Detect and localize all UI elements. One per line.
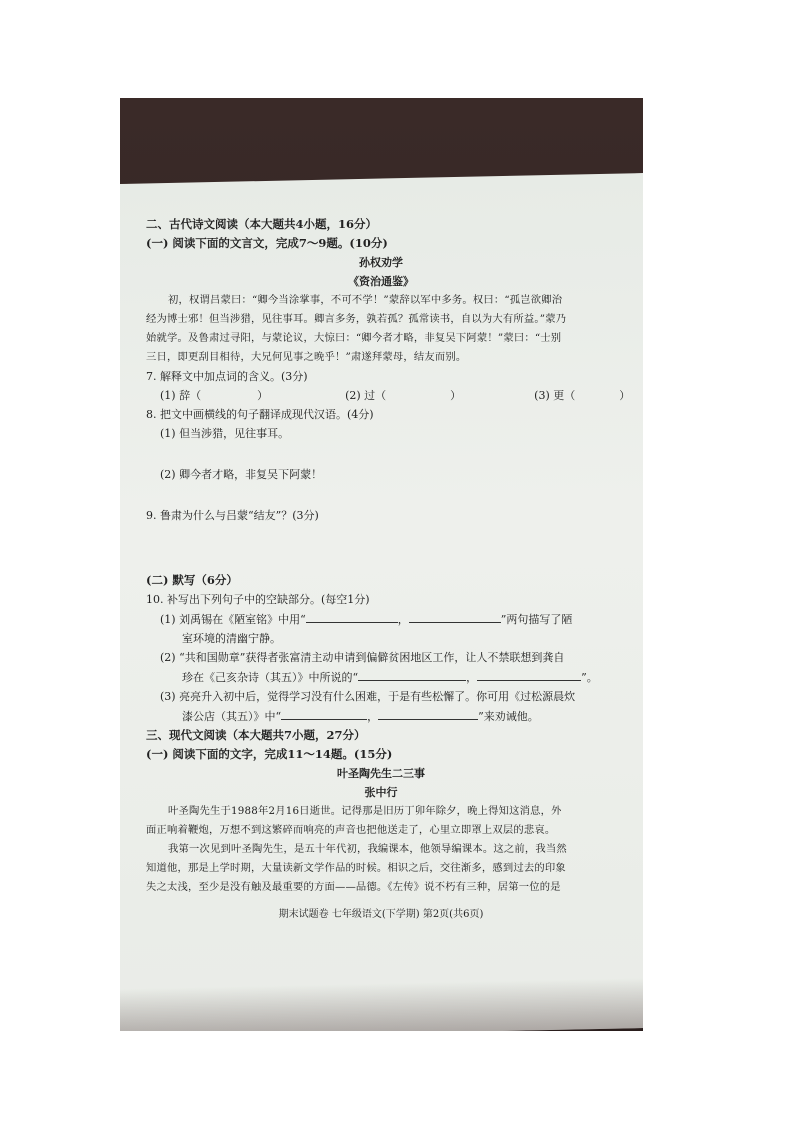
q10-3-blank-a[interactable]: [281, 706, 367, 720]
q10-3-text: 漆公店（其五）》中“: [182, 710, 282, 723]
q10-3-cont: [146, 706, 616, 726]
q10-3-end: ”来劝诫他。: [478, 710, 539, 723]
part3-title: (一) 阅读下面的文字，完成11～14题。(15分): [146, 747, 393, 761]
q10-1-cont: 室环境的清幽宁静。: [182, 632, 281, 645]
q7-item-1-open: (1) 辞（: [160, 389, 202, 402]
q8-sub-2: (2) 卿今者才略，非复吴下阿蒙！: [160, 468, 323, 481]
q7-item-2-open: (2) 过（: [345, 389, 387, 402]
q10-1-comma: ，: [397, 613, 409, 626]
q10-1-blank-b[interactable]: [409, 609, 501, 623]
q10-3: (3) 亮亮升入初中后，觉得学习没有什么困难，于是有些松懈了。你可用《过松源晨炊: [160, 690, 576, 703]
article-line: 叶圣陶先生于1988年2月16日逝世。记得那是旧历丁卯年除夕，晚上得知这消息，外: [168, 805, 562, 817]
article-line: 我第一次见到叶圣陶先生，是五十年代初，我编课本，他领导编课本。这之前，我当然: [168, 843, 567, 855]
passage-source: 《资治通鉴》: [348, 275, 414, 288]
exam-page: [146, 215, 631, 920]
q10-2-cont: [146, 667, 616, 687]
question-10: 10. 补写出下列句子中的空缺部分。(每空1分): [146, 593, 370, 606]
question-9: 9. 鲁肃为什么与吕蒙“结友”？(3分): [146, 509, 319, 522]
passage-line: 始就学。及鲁肃过寻阳，与蒙论议，大惊曰：“卿今者才略，非复吴下阿蒙！”蒙曰：“士别: [146, 332, 562, 344]
passage-title: 孙权劝学: [359, 256, 403, 269]
article-author: 张中行: [364, 786, 398, 799]
paper-shadow: [120, 978, 643, 1031]
section3-title: 三、现代文阅读（本大题共7小题，27分）: [146, 728, 366, 742]
q10-1-text-end: ”两句描写了陋: [500, 613, 573, 626]
q10-1-text: (1) 刘禹锡在《陋室铭》中用“: [160, 613, 306, 626]
q10-2-comma: ，: [466, 671, 478, 684]
question-8: 8. 把文中画横线的句子翻译成现代汉语。(4分): [146, 408, 374, 421]
q10-3-blank-b[interactable]: [378, 706, 478, 720]
q10-2-end: ”。: [581, 671, 598, 684]
q7-item-3-open: (3) 更（: [534, 389, 576, 402]
q10-3-comma: ，: [367, 710, 379, 723]
q10-2-text: 珍在《己亥杂诗（其五）》中所说的“: [182, 671, 359, 684]
q7-answers: [146, 386, 631, 405]
page-footer: 期末试题卷 七年级语文(下学期) 第2页(共6页): [278, 909, 484, 920]
q8-sub-1: (1) 但当涉猎，见往事耳。: [160, 427, 290, 440]
question-7: 7. 解释文中加点词的含义。(3分): [146, 370, 308, 383]
article-line: 面正响着鞭炮，万想不到这繁碎而响亮的声音也把他送走了，心里立即罩上双层的悲哀。: [146, 824, 556, 836]
part1-title: (一) 阅读下面的文言文，完成7～9题。(10分): [146, 236, 388, 250]
article-line: 知道他，那是上学时期，大量读新文学作品的时候。相识之后，交往渐多，感到过去的印象: [146, 862, 566, 874]
article-line: 失之太浅，至少是没有触及最重要的方面——品德。《左传》说不朽有三种，居第一位的是: [146, 881, 561, 893]
article-title: 叶圣陶先生二三事: [337, 767, 425, 780]
q10-2: (2) “共和国勋章”获得者张富清主动申请到偏僻贫困地区工作，让人不禁联想到龚自: [160, 651, 565, 664]
passage-line: 经为博士邪！但当涉猎，见往事耳。卿言多务，孰若孤？孤常读书，自以为大有所益。”蒙乃: [146, 313, 567, 325]
q10-2-blank-b[interactable]: [477, 667, 581, 681]
q7-item-1-close: ）: [257, 389, 269, 402]
section2-title: 二、古代诗文阅读（本大题共4小题，16分）: [146, 217, 378, 231]
q10-1-blank-a[interactable]: [306, 609, 398, 623]
passage-line: 初，权谓吕蒙曰：“卿今当涂掌事，不可不学！”蒙辞以军中多务。权曰：“孤岂欲卿治: [168, 294, 563, 306]
part2-title: (二) 默写（6分）: [146, 573, 238, 587]
q7-item-2-close: ）: [450, 389, 462, 402]
q10-1: [146, 609, 616, 629]
passage-line: 三日，即更刮目相待，大兄何见事之晚乎！”肃遂拜蒙母，结友而别。: [146, 351, 467, 363]
q10-2-blank-a[interactable]: [358, 667, 466, 681]
q7-item-3-close: ）: [619, 389, 631, 402]
